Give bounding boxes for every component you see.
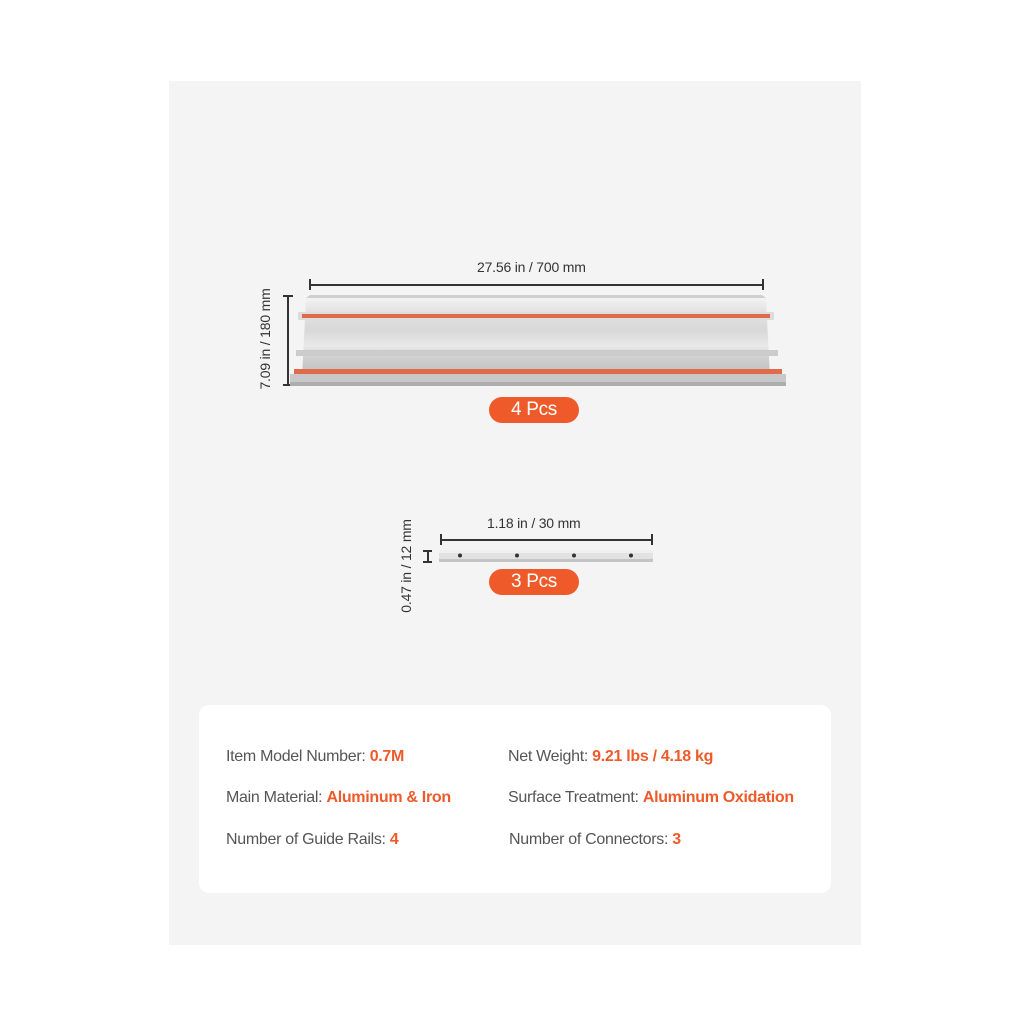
connector-width-line xyxy=(440,539,652,541)
connector-height-tick-bottom xyxy=(423,561,432,563)
spec-label: Item Model Number: xyxy=(226,748,370,765)
spec-value: 9.21 lbs / 4.18 kg xyxy=(592,748,714,765)
spec-label: Net Weight: xyxy=(508,748,593,765)
rail-width-tick-right xyxy=(762,279,764,290)
rail-quantity-badge: 4 Pcs xyxy=(489,397,579,423)
spec-label: Number of Guide Rails: xyxy=(226,831,390,848)
spec-model-number xyxy=(226,748,404,766)
spec-main-material xyxy=(226,789,451,807)
rail-width-label: 27.56 in / 700 mm xyxy=(477,259,586,275)
rail-height-label: 7.09 in / 180 mm xyxy=(257,288,273,390)
spec-value: Aluminum & Iron xyxy=(326,789,451,806)
spec-surface-treatment xyxy=(508,789,794,807)
rail-width-tick-left xyxy=(309,279,311,290)
connector-width-label: 1.18 in / 30 mm xyxy=(487,515,581,531)
connector-width-tick-right xyxy=(651,534,653,545)
guide-rail-image xyxy=(288,290,788,394)
spec-guide-rails xyxy=(226,831,398,849)
connector-width-tick-left xyxy=(440,534,442,545)
spec-label: Number of Connectors: xyxy=(509,831,673,848)
connector-height-label: 0.47 in / 12 mm xyxy=(398,519,414,613)
spec-label: Surface Treatment: xyxy=(508,789,643,806)
spec-value: 3 xyxy=(672,831,681,848)
connector-height-tick-top xyxy=(423,550,432,552)
spec-value: 4 xyxy=(389,831,399,848)
rail-width-line xyxy=(309,284,763,286)
spec-net-weight xyxy=(508,748,713,766)
spec-label: Main Material: xyxy=(226,789,327,806)
spec-connectors xyxy=(509,831,681,849)
spec-value: Aluminum Oxidation xyxy=(642,789,794,806)
connector-image xyxy=(439,549,653,563)
connector-quantity-badge: 3 Pcs xyxy=(489,569,579,595)
spec-value: 0.7M xyxy=(369,748,405,765)
